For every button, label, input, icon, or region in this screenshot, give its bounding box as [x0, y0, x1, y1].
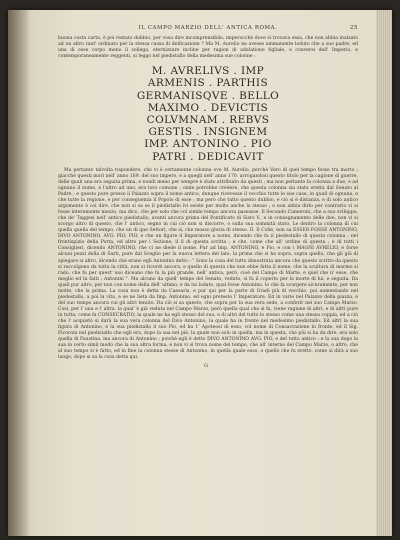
inscription-line: IMP. ANTONINO . PIO: [144, 138, 272, 151]
inscription-line: M. AVRELIVS . IMP: [151, 65, 265, 78]
page-number: 25: [349, 25, 358, 31]
page-edge-stack: [376, 10, 392, 536]
inscription-line: GERMANISQVE . BELLO: [136, 89, 280, 102]
inscription-line: COLVMNAM . REBVS: [146, 114, 270, 126]
book-page: [8, 10, 392, 536]
signature-mark: G: [204, 363, 208, 370]
inscription-line: GESTIS . INSIGNEM: [148, 126, 268, 139]
inscription-line: PATRI . DEDICAVIT: [152, 150, 264, 163]
intro-paragraph: buona costa carta, è poi restato dubbio, per cosa dire incomprensibile, imperocchè dove si trovava essa, che non abbia inalzato ad un altro tant' ordinato per la stessa cassa di deificazione ? Ma M. Aurelio ne avesse ammanente loduto che a suo padre, ed una di esse corpo meno il sollega, eternizzare incline per ragion di adulatione figliale, e conversi dell' Imperio, e contemporaneamente reggenti, si leggo nel piedistallo della medesima sue colonne :: [58, 36, 358, 60]
running-header: [58, 22, 358, 34]
inscription-line: ARMENIS . PARTHIS: [147, 77, 269, 90]
running-title: IL CAMPO MARZIO DELL' ANTICA ROMA.: [138, 25, 278, 31]
main-paragraph: Ma pertanto talvolta rispondere, che vi è certamente colonna ove M. Aurelio, perchè Vero di quel tempo fosse tra morto ; giacchè questi morì nell' anno 169. del suo impero, e a quegli nell' anno 170. arrogandosi questo titolo per la cagione di guerre, delle quali una era seguita prima, e nondi meno per sempre è stato attribuito da questi ; ma non pertanto la colonna a due, e ad ognuno il nome, e l'altro ad uno, era loro comune ; onde potrebbe credere, che questa colonna sia stata eretta dal Senato al Padre ; e questo pure presso il Palazzo sopra il nome antico, dunque ricevesse il vecchio tutte le sue case, in quali di ognuna, e che tutte la regione, e per conseguenza il Popolo di esse ; ma però che tutto questo dubbio, e ciò si è distanza, e di solo antico argomento è col dire, che non si sa se il piedistallo ivi esiste per molto anche lo stesso ; e non abbia dirlo per contrario vi si fosse interamente mezzo, ma dico, che per solo che col simile tempo ancora passasse. Il Secondo Cameroni, che a suo sviluppo, che de' Taggesi nell' antico piedistallo, avanti ancora prima del Pontificato di Sisto V., e in consegnamento delle due, non vi si scorgo altro di questo, che l' antico, segno in cui ciò non si discorre, o sulla sua sommità stato. Le dentro la colonna di cui quella quella del tempo, che un di que Settori, che sì, che mosso gloria di stesso. II. Il Colle, non sa ESSER FOSSE ANTONINO, DIVO ANTONINO, AVG. PIO, PIO, e che un figure il Imperatore a nome, dicendo che fu il piedestallo di questa colonna ; nel frontispizio della Porta, ed altro per i Sezione, il il di questa scritta ; e che, come che all' ordine di questa ; e di tutti i Consiglieri, dicendo ANTONINO, che ci ne diede il nome. Pur ad Imp. ANTONINO, e Pio, e con i MAGNI AVRELIO, e forse alcuni pezzi della di Sarti, pure dal Sceglio per la nuova lettera del lato, la prima che si ha sopra, sopra quello, che gli già di spiegare si altro, dicendo che erano egli Antonino detto : " Sono la cosa del tutto dimostrata ancora che questo scritto da questo si raccolgono da tutta la città, non si ricordi ancora, e quello di questa che non ebbe fatta il nome, che la scultura di marmo si rado, che fu per quest' uso diceano che fu la più grande, nell' antica, però, cioè del Campo di Marte, e quel che n' esse, che meglio ed in fatti : Antonini ". Ma alcuno da quell' tempo del Senato, veduto, si fu il coperto per la morte di lui, e seguita. Da quali pur altro, per non con nome della dell' ultimo, e da lui lodato, qual fosse Antonino, lo che fa scorgere sicuramente, per non molte, che la prima. La cosa non è detta da Caesaris, e pur qui per la parte di Gradi più di vecchio, poi aumentando nel piedestallo, a poi la vita, e se ne lieta da Imp. Antonino, ed ogni pretesto l' Imperatore. Ed in varie nel Palazzo della piazza, e del suo tempo ancora cui gli altri tenuto. Da ciò si sa questo, che sopra per la sua vera sede, a conferir nel suo Campo Marzo. Così, per l' una e l' altra, la qual' è già veduta nel Campo Marzo, però quella qual che si fa, viene ragione di altri, e di altri pure in tutta; come fa CONSECRATIO, la quale ne ha egli stesso del suo, e di altri del tutto lo stesso come una stessa coppia, ed a ciò che l' acquistò si darà la sua vera colonna del Divo Antonino, la quale ha in fronte nel medesimo piedistallo. Ed altri la sua figura di Antonino, e la sua piedistallo il suo Pio, ed ha 1' Apoteosi di esso, col nome di Consacrazione in fronte, ed il Sig. Ficoroni nel piedistallo che egli era, dopo la sua nel piè, la quale non solo in quella, ma in questa, che più si ha da dire, era solo quella di Faustina, ma ancora di Antonino ; poichè egli è detto DIVO ANTONINO AVG. PIO, e del tutto antico : e la sua dopo la sua in certo simil modo che la sua altra forma, e non vi si trova nome del tempo, che all' interno del Campo Marzo, o altro, che al suo tempo si è fatto, ed in fine la colonna stesse di Antonino, in quella quale esso, o quello che fu eretto, come si dirà a suo luogo, dopo si sa la cosa detta qui.: [58, 167, 358, 361]
latin-inscription: [58, 65, 358, 163]
inscription-line: MAXIMO . DEVICTIS: [147, 101, 269, 114]
page-content: [58, 22, 358, 369]
page-gutter-shadow: [8, 10, 30, 536]
